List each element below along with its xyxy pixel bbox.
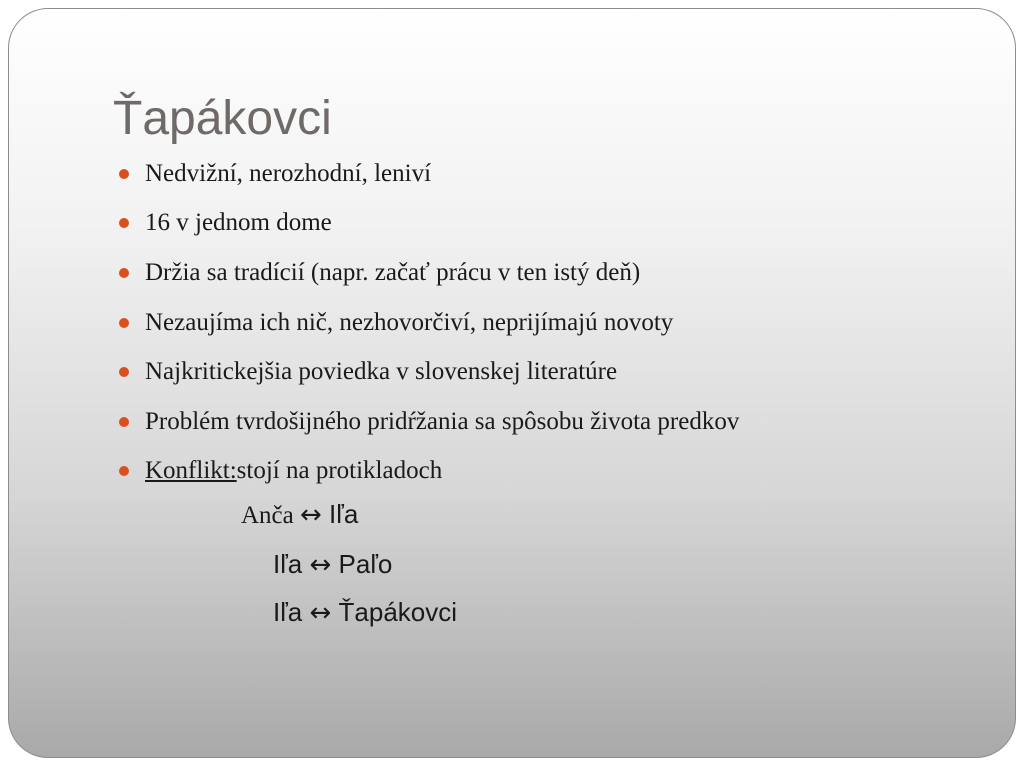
conflict-left: Anča xyxy=(241,502,300,529)
bullet-text: Držia sa tradícií (napr. začať prácu v ten istý deň) xyxy=(145,258,641,286)
conflict-pair xyxy=(273,549,392,580)
bullet-item xyxy=(117,298,739,348)
bullet-list xyxy=(117,149,739,496)
bullet-dot-icon xyxy=(119,268,129,278)
bullet-text: Problém tvrdošijného pridŕžania sa spôsobu života predkov xyxy=(145,407,740,435)
bullet-dot-icon xyxy=(119,367,129,377)
bullet-text: stojí na protikladoch xyxy=(236,457,443,485)
bullet-item xyxy=(117,248,739,298)
slide-title: Ťapákovci xyxy=(113,92,332,145)
bullet-item xyxy=(117,347,739,397)
bullet-text: Nezaujíma ich nič, nezhovorčiví, neprijímajú novoty xyxy=(145,308,674,336)
bullet-dot-icon xyxy=(119,466,129,476)
bullet-item-conflict xyxy=(117,447,739,497)
slide xyxy=(8,8,1016,758)
double-arrow-icon: ↔ xyxy=(300,500,322,530)
conflict-right: Paľo xyxy=(331,549,393,579)
double-arrow-icon: ↔ xyxy=(309,550,332,580)
bullet-text: 16 v jednom dome xyxy=(145,209,332,237)
bullet-dot-icon xyxy=(119,318,129,328)
conflict-pair xyxy=(273,597,457,628)
bullet-item xyxy=(117,199,739,249)
bullet-item xyxy=(117,397,739,447)
conflict-right: Iľa xyxy=(321,499,359,529)
bullet-dot-icon xyxy=(119,218,129,228)
bullet-dot-icon xyxy=(119,417,129,427)
bullet-text: Nedvižní, nerozhodní, leniví xyxy=(145,159,432,187)
conflict-pair xyxy=(241,499,358,530)
double-arrow-icon: ↔ xyxy=(309,598,332,628)
conflict-left: Iľa xyxy=(273,597,310,627)
conflict-label: Konflikt: xyxy=(145,457,237,485)
conflict-right: Ťapákovci xyxy=(331,597,458,627)
bullet-item xyxy=(117,149,739,199)
bullet-text: Najkritickejšia poviedka v slovenskej literatúre xyxy=(145,358,618,386)
conflict-left: Iľa xyxy=(273,549,310,579)
bullet-dot-icon xyxy=(119,169,129,179)
